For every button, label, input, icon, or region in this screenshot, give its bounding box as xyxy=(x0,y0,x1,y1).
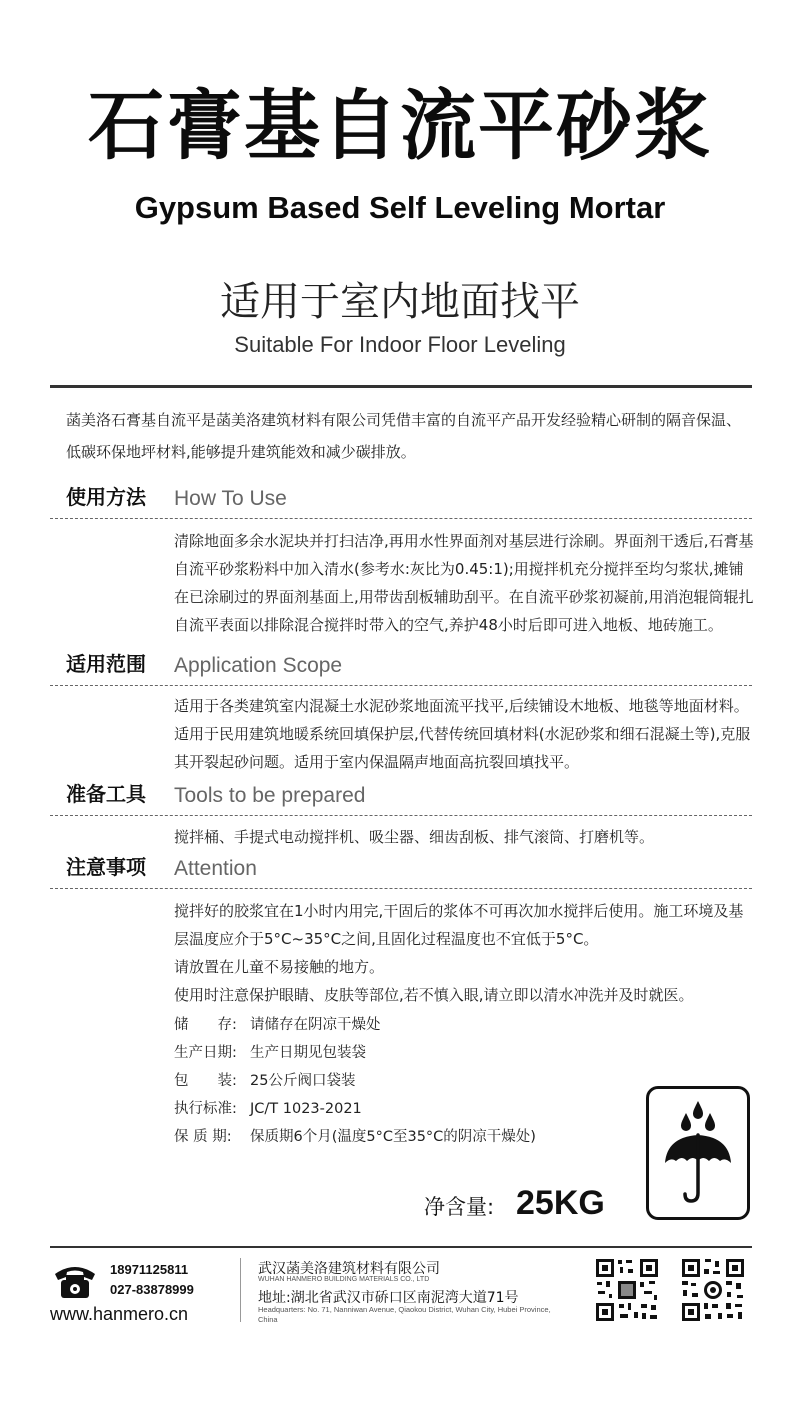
attention-line: 使用时注意保护眼睛、皮肤等部位,若不慎入眼,请立即以清水冲洗并及时就医。 xyxy=(174,986,694,1004)
intro-paragraph: 菡美洛石膏基自流平是菡美洛建筑材料有限公司凭借丰富的自流平产品开发经验精心研制的隔音保温、低碳环保地坪材料,能够提升建筑能效和减少碳排放。 xyxy=(66,411,742,461)
page-title-english: Gypsum Based Self Leveling Mortar xyxy=(134,190,666,225)
spec-label: 执行标准: xyxy=(174,1101,237,1117)
net-weight-value: 25KG xyxy=(516,1184,605,1222)
website-url: www.hanmero.cn xyxy=(50,1304,189,1324)
spec-label: 包 装: xyxy=(174,1073,237,1089)
spec-table xyxy=(174,1011,674,1151)
spec-label: 储 存: xyxy=(174,1017,237,1033)
spec-row-storage xyxy=(174,1011,674,1039)
section-divider xyxy=(50,888,752,889)
section-subtitle-application: Application Scope xyxy=(174,654,343,677)
section-divider xyxy=(50,518,752,519)
section-title-application: 适用范围 xyxy=(66,652,146,676)
company-address: 地址:湖北省武汉市硚口区南泥湾大道71号 xyxy=(258,1290,519,1306)
spec-label: 生产日期: xyxy=(174,1045,237,1061)
tools-text: 搅拌桶、手提式电动搅拌机、吸尘器、细齿刮板、排气滚筒、打磨机等。 xyxy=(174,828,655,846)
spec-value: 请储存在阴凉干燥处 xyxy=(250,1017,381,1033)
page-title: 石膏基自流平砂浆 xyxy=(88,81,712,170)
telephone-icon xyxy=(52,1262,98,1304)
company-name-english: WUHAN HANMERO BUILDING MATERIALS CO., LTD xyxy=(258,1276,430,1283)
footer-vertical-divider xyxy=(240,1258,241,1322)
section-divider xyxy=(50,685,752,686)
company-name: 武汉菡美洛建筑材料有限公司 xyxy=(258,1261,440,1277)
section-subtitle-attention: Attention xyxy=(174,857,257,880)
spec-value: 生产日期见包装袋 xyxy=(250,1045,366,1061)
spec-value: 保质期6个月(温度5°C至35°C的阴凉干燥处) xyxy=(250,1129,536,1145)
net-weight-label: 净含量: xyxy=(424,1195,495,1219)
attention-line: 请放置在儿童不易接触的地方。 xyxy=(174,958,385,976)
subtitle: 适用于室内地面找平 xyxy=(220,279,580,325)
qr-code-icon xyxy=(594,1257,660,1323)
spec-value: 25公斤阀口袋装 xyxy=(250,1073,356,1089)
company-address-english: Headquarters: No. 71, Nanniwan Avenue, Qiaokou District, Wuhan City, Hubei Province, China xyxy=(258,1305,551,1324)
phone-number-mobile: 18971125811 xyxy=(110,1262,189,1277)
application-text: 适用于各类建筑室内混凝土水泥砂浆地面流平找平,后续铺设木地板、地毯等地面材料。适用于民用建筑地暖系统回填保护层,代替传统回填材料(水泥砂浆和细石混凝土等),克服其开裂起砂问题。适用于室内保温隔声地面高抗裂回填找平。 xyxy=(174,697,751,771)
spec-value: JC/T 1023-2021 xyxy=(250,1101,362,1117)
section-divider xyxy=(50,815,752,816)
footer-divider xyxy=(50,1246,752,1248)
spec-row-packaging xyxy=(174,1067,674,1095)
keep-dry-umbrella-icon xyxy=(646,1086,750,1220)
section-title-tools: 准备工具 xyxy=(66,782,146,806)
section-title-attention: 注意事项 xyxy=(66,855,146,879)
section-subtitle-how-to-use: How To Use xyxy=(174,487,287,510)
section-subtitle-tools: Tools to be prepared xyxy=(174,784,366,807)
qr-code-icon xyxy=(680,1257,746,1323)
attention-line: 搅拌好的胶浆宜在1小时内用完,干固后的浆体不可再次加水搅拌后使用。施工环境及基层温度应介于5°C~35°C之间,且固化过程温度也不宜低于5°C。 xyxy=(174,902,744,948)
section-title-how-to-use: 使用方法 xyxy=(66,485,146,509)
spec-row-production-date xyxy=(174,1039,674,1067)
phone-number-landline: 027-83878999 xyxy=(110,1282,194,1297)
header-divider xyxy=(50,385,752,388)
how-to-use-text: 清除地面多余水泥块并打扫洁净,再用水性界面剂对基层进行涂刷。界面剂干透后,石膏基自流平砂浆粉料中加入清水(参考水:灰比为0.45:1);用搅拌机充分搅拌至均匀浆状,摊铺在已涂刷过的界面剂基面上,用带齿刮板辅助刮平。在自流平砂浆初凝前,用消泡辊筒辊扎自流平表面以排除混合搅拌时带入的空气,养护48小时后即可进入地板、地砖施工。 xyxy=(174,532,754,634)
spec-row-standard xyxy=(174,1095,674,1123)
spec-label: 保 质 期: xyxy=(174,1129,232,1145)
spec-row-shelf-life xyxy=(174,1123,674,1151)
subtitle-english: Suitable For Indoor Floor Leveling xyxy=(234,332,566,357)
attention-text xyxy=(174,897,754,1009)
